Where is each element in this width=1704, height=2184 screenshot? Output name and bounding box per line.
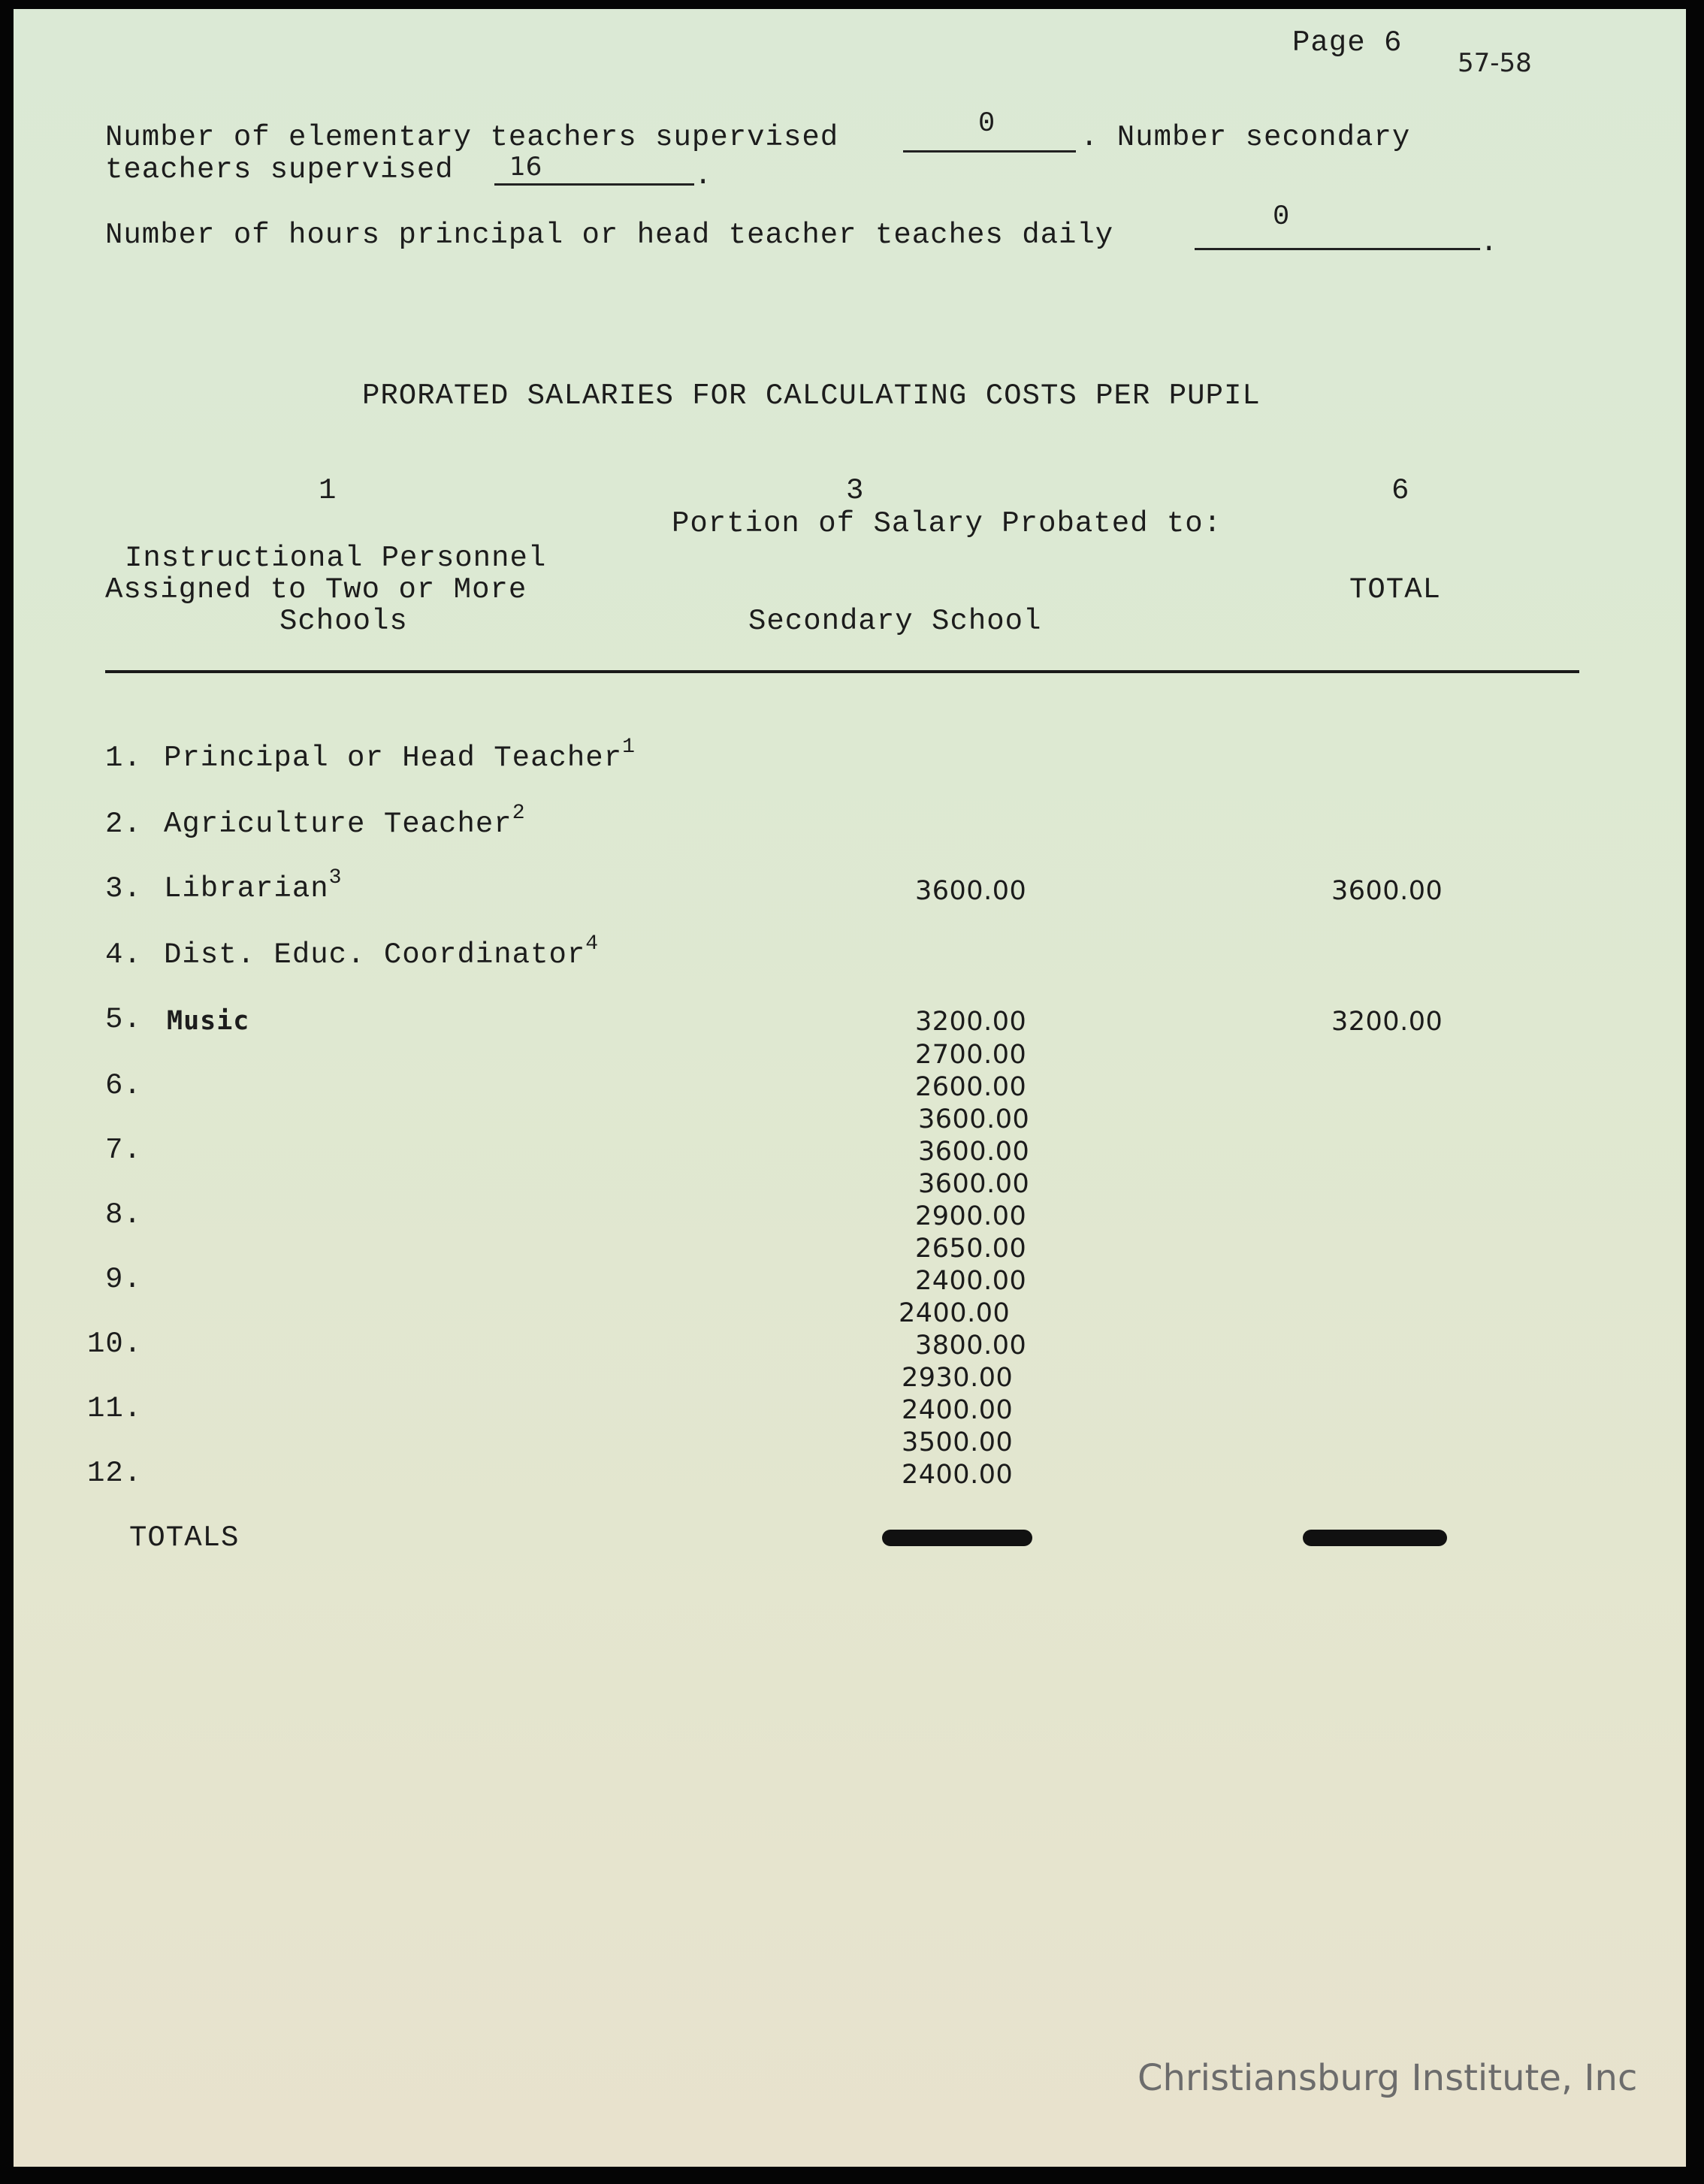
row-1-number: 1. [105, 742, 142, 775]
secondary-underline [494, 183, 694, 186]
amount-list-item: 2400.00 [902, 1395, 1014, 1425]
row-8-number: 8. [105, 1198, 142, 1231]
page-number: Page 6 [1292, 26, 1403, 59]
school-year: 57-58 [1458, 48, 1532, 78]
row-10-number: 10. [87, 1328, 143, 1361]
col1-number: 1 [319, 474, 337, 507]
amount-list-item: 2400.00 [915, 1266, 1027, 1296]
row-9-number: 9. [105, 1263, 142, 1296]
amount-list-item: 3600.00 [918, 1169, 1030, 1199]
row-4-number: 4. [105, 938, 142, 971]
secondary-label-2: teachers supervised [105, 153, 454, 186]
amount-list-item: 2400.00 [899, 1298, 1011, 1328]
col3-number: 3 [846, 474, 865, 507]
row-5-total: 3200.00 [1331, 1007, 1443, 1037]
redacted-secondary-total [882, 1530, 1032, 1546]
secondary-period: . [694, 159, 713, 192]
elementary-underline [903, 150, 1076, 153]
elementary-label: Number of elementary teachers supervised [105, 121, 839, 154]
document-page [14, 9, 1686, 2167]
amount-list-item: 2600.00 [915, 1072, 1027, 1102]
col1-header-line2: Assigned to Two or More [105, 573, 527, 606]
amount-list-item: 2900.00 [915, 1201, 1027, 1231]
col3-header-line2: Secondary School [748, 605, 1042, 638]
row-1-label: Principal or Head Teacher$^1$ [164, 736, 636, 775]
header-rule [105, 670, 1579, 673]
hours-value: 0 [1273, 201, 1290, 233]
row-3-total: 3600.00 [1331, 876, 1443, 906]
amount-list-item: 3800.00 [915, 1331, 1027, 1361]
table-title: PRORATED SALARIES FOR CALCULATING COSTS PER PUPIL [362, 379, 1261, 412]
col1-header-line3: Schools [279, 605, 408, 638]
row-5-secondary: 3200.00 [915, 1007, 1027, 1037]
hours-underline [1195, 248, 1480, 250]
row-3-number: 3. [105, 872, 142, 905]
col1-header-line1: Instructional Personnel [125, 542, 547, 575]
row-5-label: Music [167, 1006, 250, 1036]
row-5-number: 5. [105, 1003, 142, 1036]
row-7-number: 7. [105, 1134, 142, 1167]
amount-list-item: 2700.00 [915, 1040, 1027, 1070]
elementary-value: 0 [978, 108, 996, 140]
totals-label: TOTALS [129, 1521, 240, 1554]
row-2-number: 2. [105, 808, 142, 841]
hours-label: Number of hours principal or head teacher teaches daily [105, 219, 1114, 252]
row-3-label: Librarian$^3$ [164, 866, 343, 905]
amount-list-item: 3600.00 [918, 1137, 1030, 1167]
secondary-value: 16 [509, 152, 542, 182]
row-6-number: 6. [105, 1069, 142, 1102]
col3-header-line1: Portion of Salary Probated to: [672, 507, 1222, 540]
amount-list-item: 2650.00 [915, 1234, 1027, 1264]
amount-list-item: 2400.00 [902, 1460, 1014, 1490]
archive-watermark: Christiansburg Institute, Inc [1138, 2057, 1638, 2099]
amount-list-item: 3500.00 [902, 1427, 1014, 1458]
row-11-number: 11. [87, 1392, 143, 1425]
amount-list-item: 3600.00 [918, 1104, 1030, 1134]
secondary-label-1: . Number secondary [1080, 121, 1411, 154]
col6-number: 6 [1391, 474, 1410, 507]
redacted-grand-total [1303, 1530, 1447, 1546]
row-12-number: 12. [87, 1457, 143, 1490]
row-3-secondary: 3600.00 [915, 876, 1027, 906]
row-2-label: Agriculture Teacher$^2$ [164, 802, 526, 841]
row-4-label: Dist. Educ. Coordinator$^4$ [164, 932, 600, 971]
hours-period: . [1480, 226, 1499, 259]
amount-list-item: 2930.00 [902, 1363, 1014, 1393]
col6-header: TOTAL [1349, 573, 1442, 606]
